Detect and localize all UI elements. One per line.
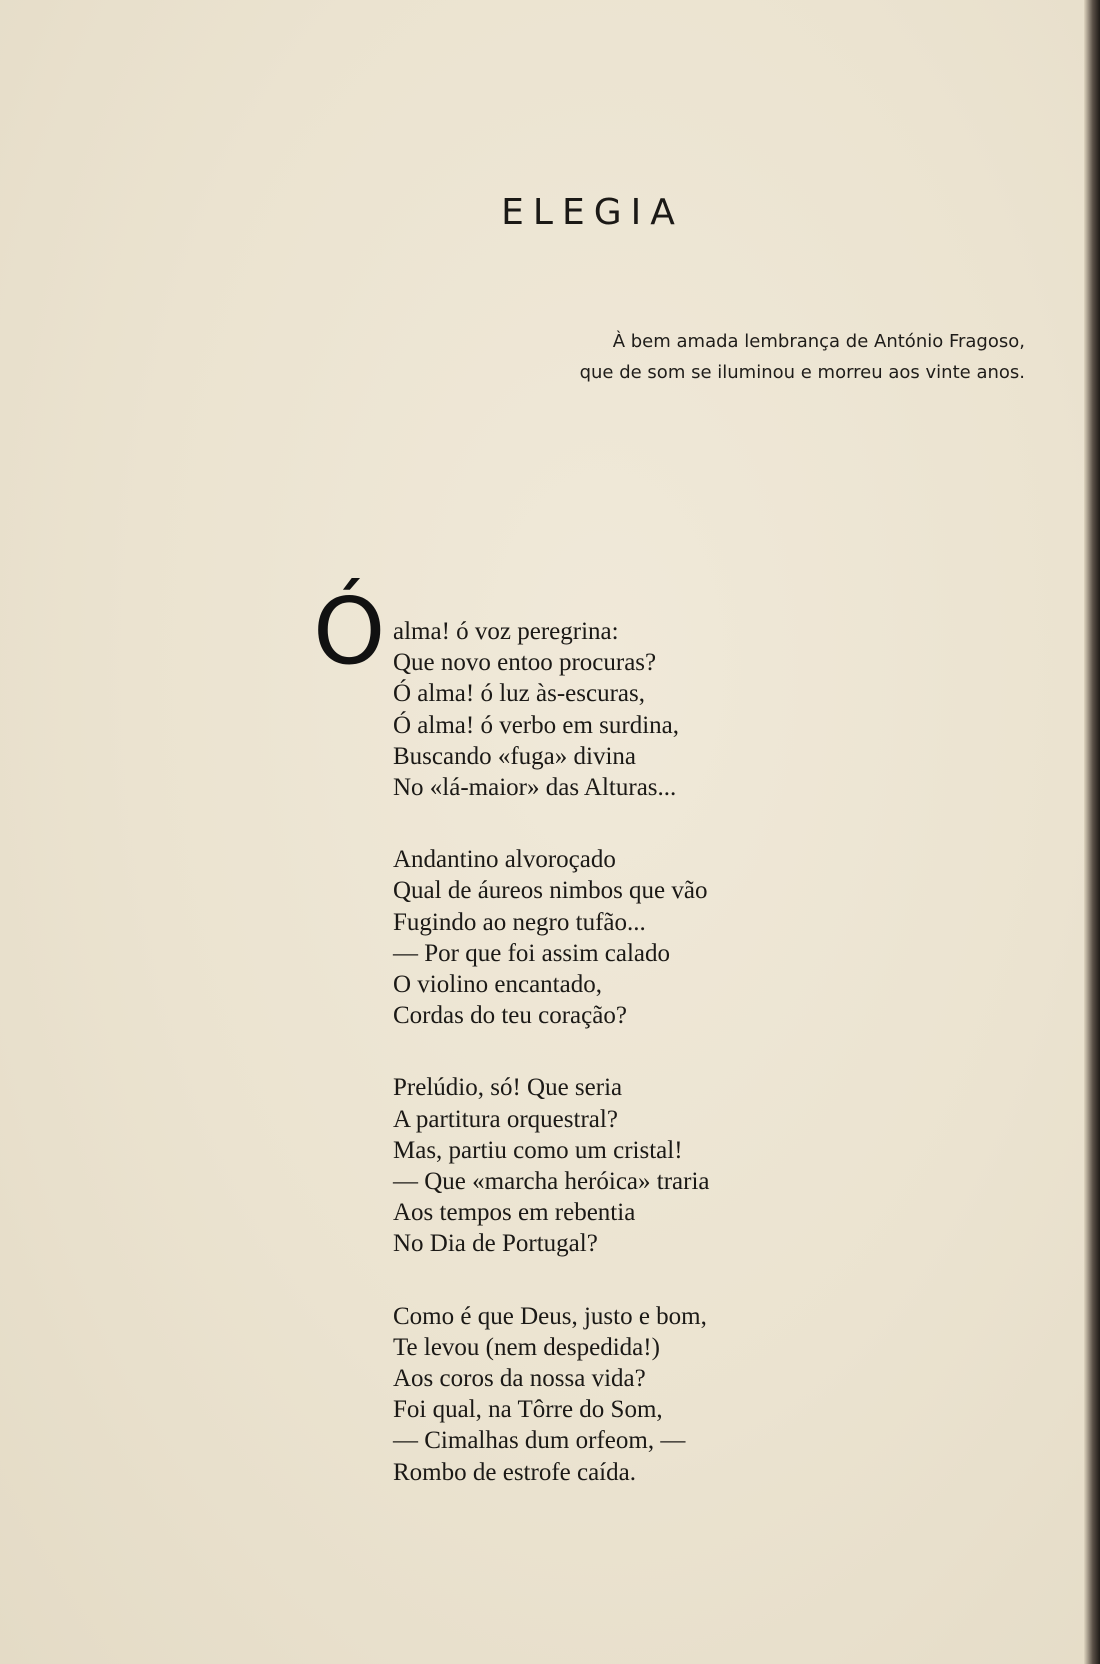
verse-line: — Por que foi assim calado (393, 939, 671, 967)
verse-line: Andantino alvoroçado (393, 846, 616, 874)
verse-line: Buscando «fuga» divina (393, 742, 637, 770)
verse-line: A partitura orquestral? (393, 1105, 618, 1133)
verse-line: Te levou (nem despedida!) (393, 1333, 660, 1361)
verse-line: alma! ó voz peregrina: (393, 618, 619, 645)
drop-cap: Ó (313, 578, 386, 685)
verse-line: Como é que Deus, justo e bom, (393, 1302, 707, 1330)
verse-line: Aos tempos em rebentia (393, 1199, 636, 1227)
verse-line: — Que «marcha heróica» traria (393, 1168, 710, 1196)
verse-line: O violino encantado, (393, 971, 602, 999)
poem-body (393, 616, 710, 1529)
verse-line: Ó alma! ó luz às-escuras, (393, 680, 645, 708)
verse-line: Ó alma! ó verbo em surdina, (393, 711, 680, 739)
verse-line: Cordas do teu coração? (393, 1002, 627, 1030)
verse-line: Foi qual, na Tôrre do Som, (393, 1396, 663, 1424)
verse-line: — Cimalhas dum orfeom, — (393, 1427, 686, 1455)
dedication (580, 326, 1025, 388)
stanza (393, 1301, 710, 1488)
stanza (393, 844, 710, 1031)
poem-title: ELEGIA (501, 192, 684, 233)
verse-line: Qual de áureos nimbos que vão (393, 877, 708, 905)
verse-line: Mas, partiu como um cristal! (393, 1136, 683, 1164)
verse-line: Fugindo ao negro tufão... (393, 908, 646, 936)
verse-line: Que novo entoo procuras? (393, 649, 657, 677)
dedication-line: que de som se iluminou e morreu aos vinte anos. (579, 362, 1025, 383)
verse-line: No «lá-maior» das Alturas... (393, 774, 677, 802)
verse-line: Prelúdio, só! Que seria (393, 1074, 623, 1102)
verse-line: No Dia de Portugal? (393, 1230, 598, 1258)
stanza (393, 616, 710, 803)
verse-line: Rombo de estrofe caída. (393, 1458, 636, 1486)
verse-line: Aos coros da nossa vida? (393, 1365, 646, 1393)
stanza (393, 1072, 710, 1259)
page-gutter-shadow (1084, 0, 1100, 1664)
dedication-line: À bem amada lembrança de António Fragoso, (612, 331, 1025, 352)
